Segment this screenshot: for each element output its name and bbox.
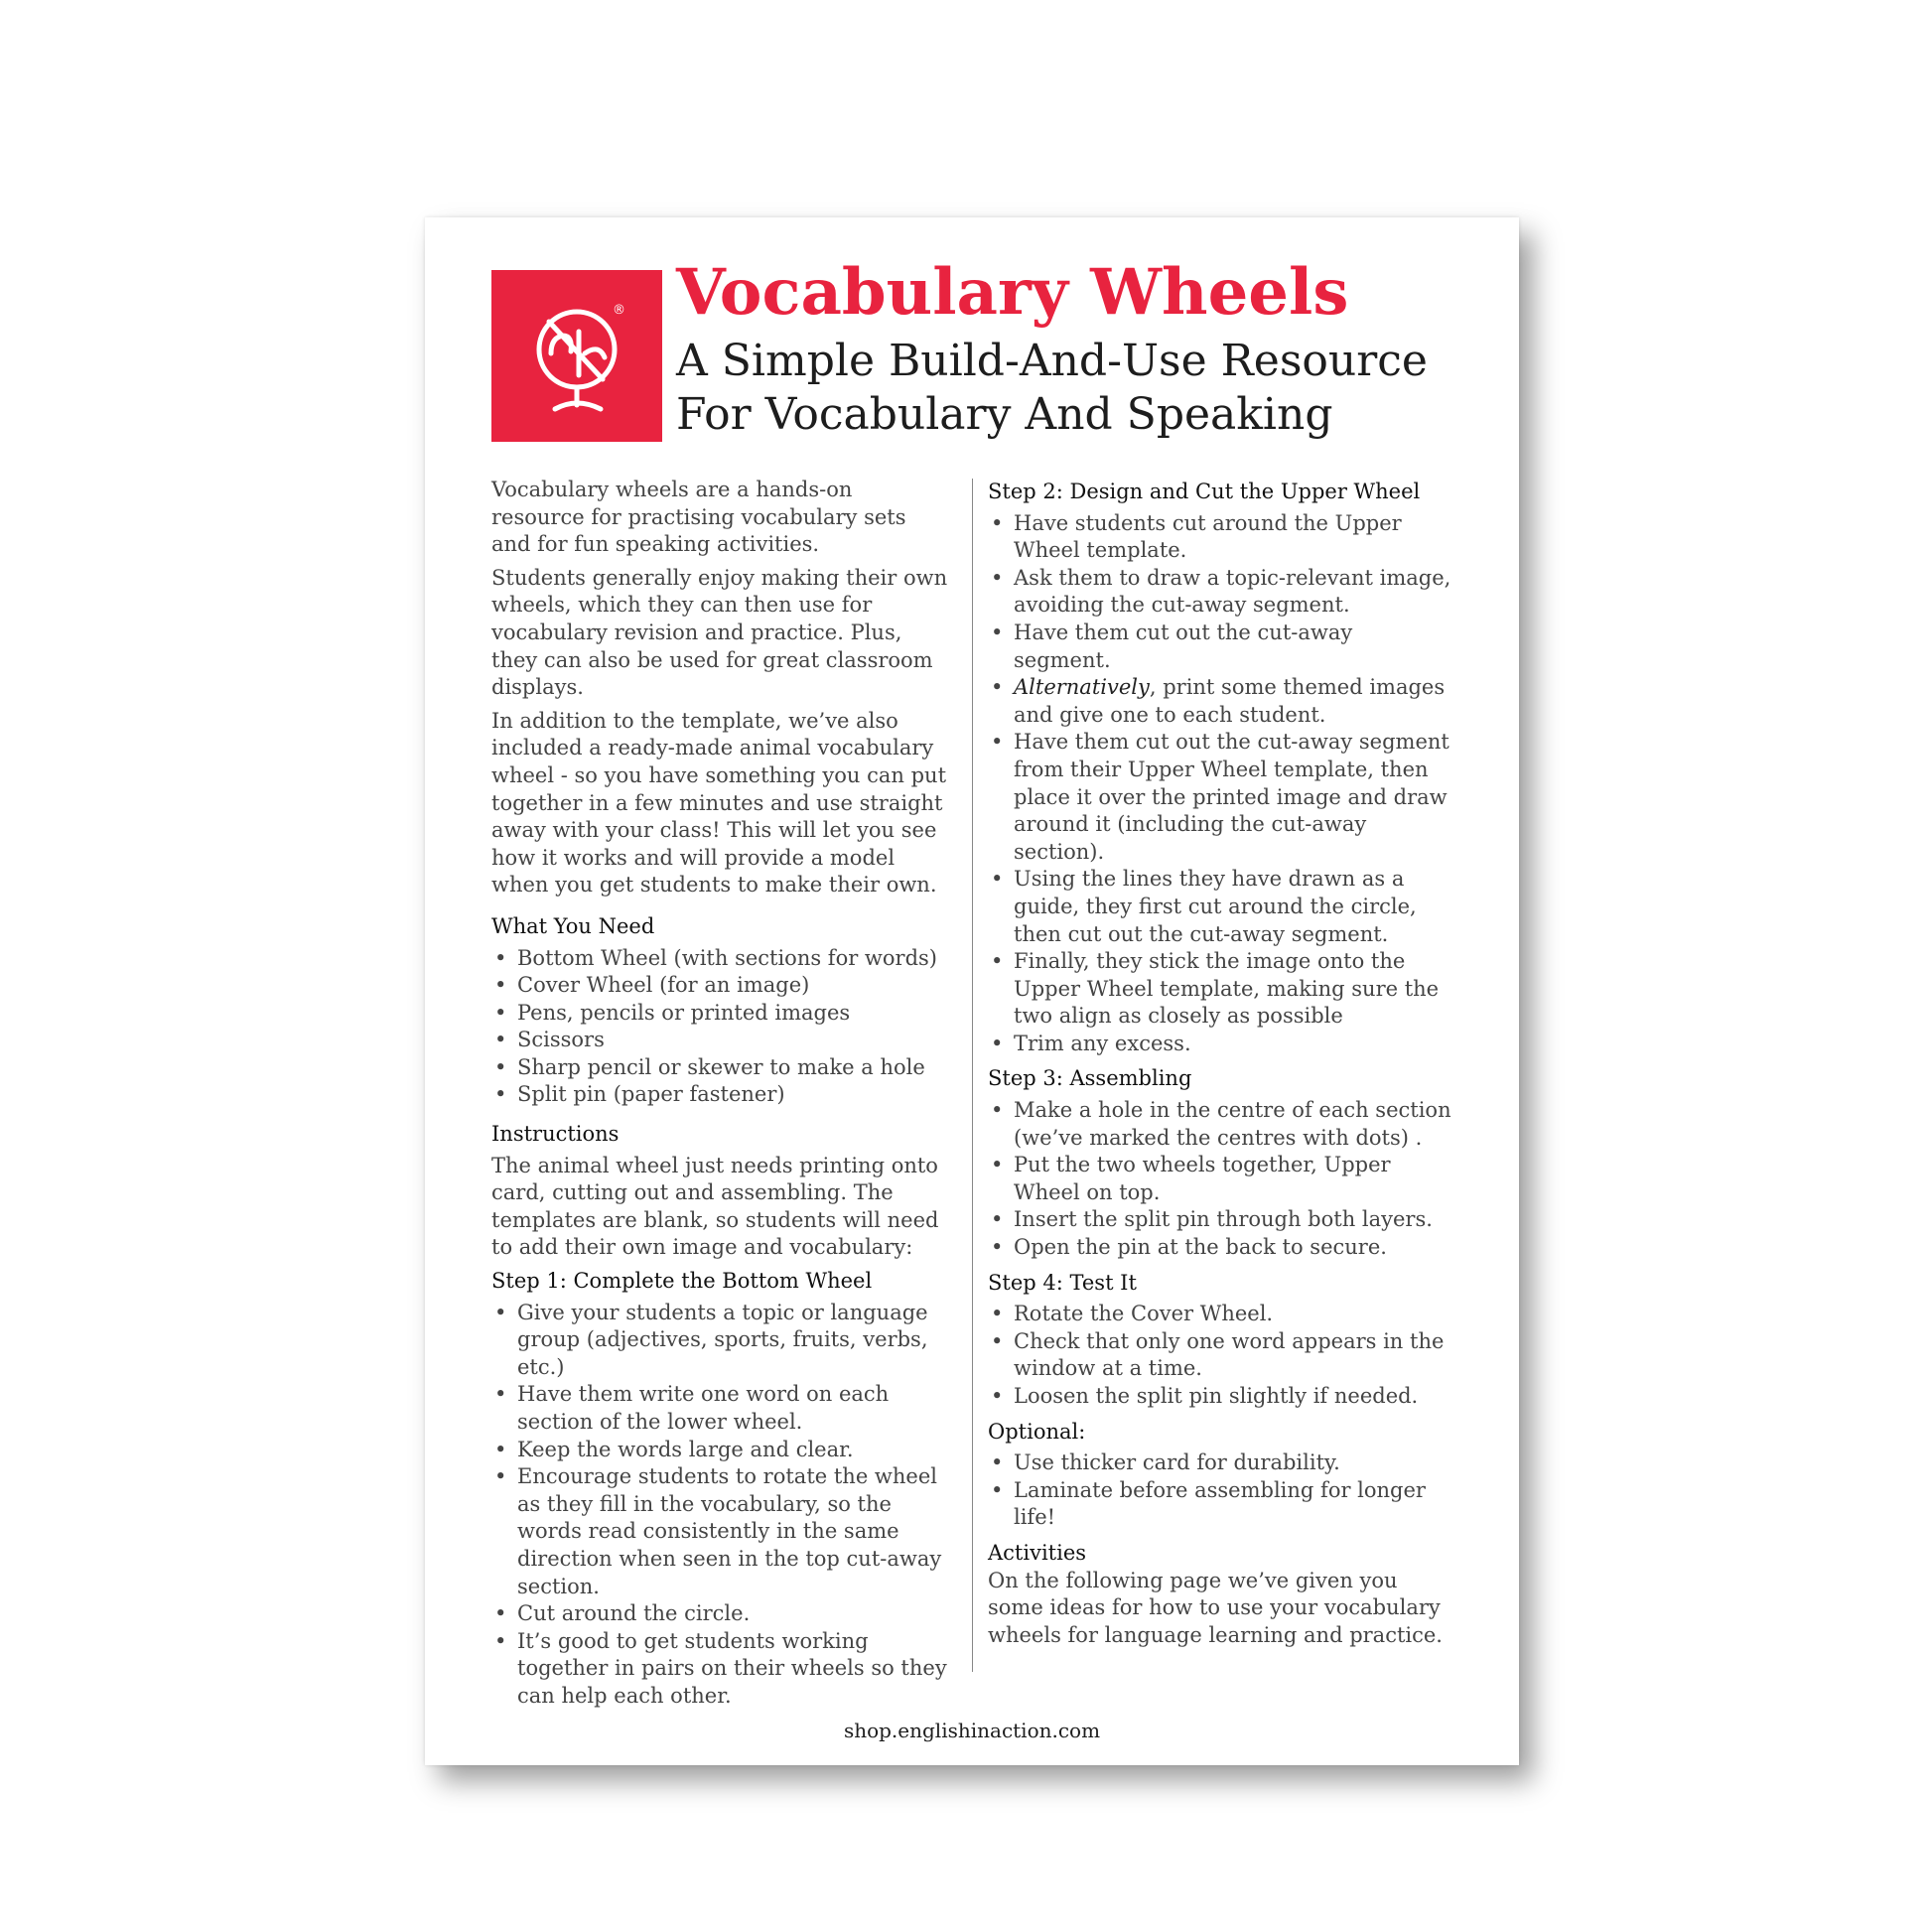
list-item: • Alternatively, print some themed images and give one to each student.: [991, 675, 1446, 727]
list-item: • Have them cut out the cut-away segment.: [991, 620, 1353, 672]
step1-heading: Step 1: Complete the Bottom Wheel: [491, 1269, 873, 1294]
handout-sheet: [425, 217, 1519, 1765]
list-item: • Keep the words large and clear.: [494, 1437, 854, 1461]
list-item: • Have them cut out the cut-away segment from their Upper Wheel template, then place it over the printed image and draw around it (including the cut-away section).: [991, 730, 1449, 864]
step3-list: [988, 1097, 1454, 1262]
list-item: • Finally, they stick the image onto the Upper Wheel template, making sure the two align as closely as possible: [991, 949, 1440, 1029]
list-item: • Have students cut around the Upper Wheel template.: [991, 510, 1402, 563]
list-item: • Give your students a topic or language group (adjectives, sports, fruits, verbs, etc.): [494, 1300, 928, 1379]
list-item: • Have them write one word on each section of the lower wheel.: [494, 1382, 890, 1434]
intro-paragraph-2: Students generally enjoy making their own wheels, which they can then use for vocabulary revision and practice. Plus, they can also be used for great classroom displays.: [491, 565, 948, 700]
step2-heading: Step 2: Design and Cut the Upper Wheel: [988, 480, 1421, 503]
step4-list: [988, 1301, 1454, 1410]
registered-mark: ®: [613, 303, 625, 318]
list-item: • Split pin (paper fastener): [494, 1082, 785, 1107]
list-item: • Using the lines they have drawn as a guide, they first cut around the circle, then cut out the cut-away segment.: [991, 867, 1417, 946]
column-divider: [972, 479, 973, 1672]
list-item: • Ask them to draw a topic-relevant image, avoiding the cut-away segment.: [991, 565, 1451, 618]
list-item: • Open the pin at the back to secure.: [991, 1235, 1387, 1260]
activities-heading: Activities: [988, 1540, 1087, 1565]
left-column: [491, 477, 948, 1719]
what-you-need-heading: What You Need: [491, 913, 655, 938]
eia-logo: [491, 270, 662, 442]
instructions-text: The animal wheel just needs printing onto card, cutting out and assembling. The templates are blank, so students will need to add their own image and vocabulary:: [491, 1153, 939, 1260]
list-item: • Pens, pencils or printed images: [494, 1000, 851, 1025]
list-item: • Make a hole in the centre of each section (we’ve marked the centres with dots) .: [991, 1098, 1451, 1150]
page-title: Vocabulary Wheels: [676, 255, 1349, 330]
list-item: • Check that only one word appears in the window at a time.: [991, 1328, 1445, 1381]
list-item: • Rotate the Cover Wheel.: [991, 1302, 1274, 1326]
page-subtitle: [676, 335, 1428, 442]
list-item: • Laminate before assembling for longer life!: [991, 1477, 1426, 1530]
list-item: • Cut around the circle.: [494, 1601, 751, 1626]
step2-list: [988, 510, 1454, 1058]
list-item: • Scissors: [494, 1028, 605, 1052]
optional-list: [988, 1449, 1454, 1532]
intro-paragraph-3: In addition to the template, we’ve also included a ready-made animal vocabulary wheel - so you have something you can put together in a few minutes and use straight away with your class! This will let you see how it works and will provide a model when you get students to make their own.: [491, 708, 947, 897]
right-column: [988, 479, 1454, 1655]
footer-url: shop.englishinaction.com: [843, 1719, 1101, 1742]
step3-heading: Step 3: Assembling: [988, 1066, 1192, 1091]
list-item: • Loosen the split pin slightly if needed.: [991, 1384, 1419, 1408]
list-item: • Put the two wheels together, Upper Wheel on top.: [991, 1153, 1391, 1204]
list-item: • Bottom Wheel (with sections for words): [494, 945, 938, 970]
step4-heading: Step 4: Test It: [988, 1270, 1137, 1295]
instructions-heading: Instructions: [491, 1122, 620, 1147]
list-item: • Use thicker card for durability.: [991, 1450, 1340, 1475]
alternatively-italic: Alternatively: [1014, 675, 1150, 700]
subtitle-line-2: For Vocabulary And Speaking: [676, 389, 1333, 440]
list-item: • Cover Wheel (for an image): [494, 973, 810, 998]
list-item: • Insert the split pin through both layers.: [991, 1207, 1433, 1232]
step1-list: [491, 1300, 948, 1711]
intro-paragraph-1: Vocabulary wheels are a hands-on resource for practising vocabulary sets and for fun speaking activities.: [491, 478, 906, 557]
list-item: • Sharp pencil or skewer to make a hole: [494, 1054, 925, 1079]
list-item: • Trim any excess.: [991, 1031, 1191, 1055]
subtitle-line-1: A Simple Build-And-Use Resource: [676, 336, 1428, 386]
optional-heading: Optional:: [988, 1419, 1086, 1444]
activities-text: On the following page we’ve given you some ideas for how to use your vocabulary wheels for language learning and practice.: [988, 1568, 1443, 1647]
what-you-need-list: [491, 945, 948, 1110]
list-item: • Encourage students to rotate the wheel as they fill in the vocabulary, so the words read consistently in the same direction when seen in the top cut-away section.: [494, 1464, 942, 1598]
eia-globe-logo-icon: [491, 270, 662, 442]
list-item: • It’s good to get students working together in pairs on their wheels so they can help each other.: [494, 1628, 947, 1708]
